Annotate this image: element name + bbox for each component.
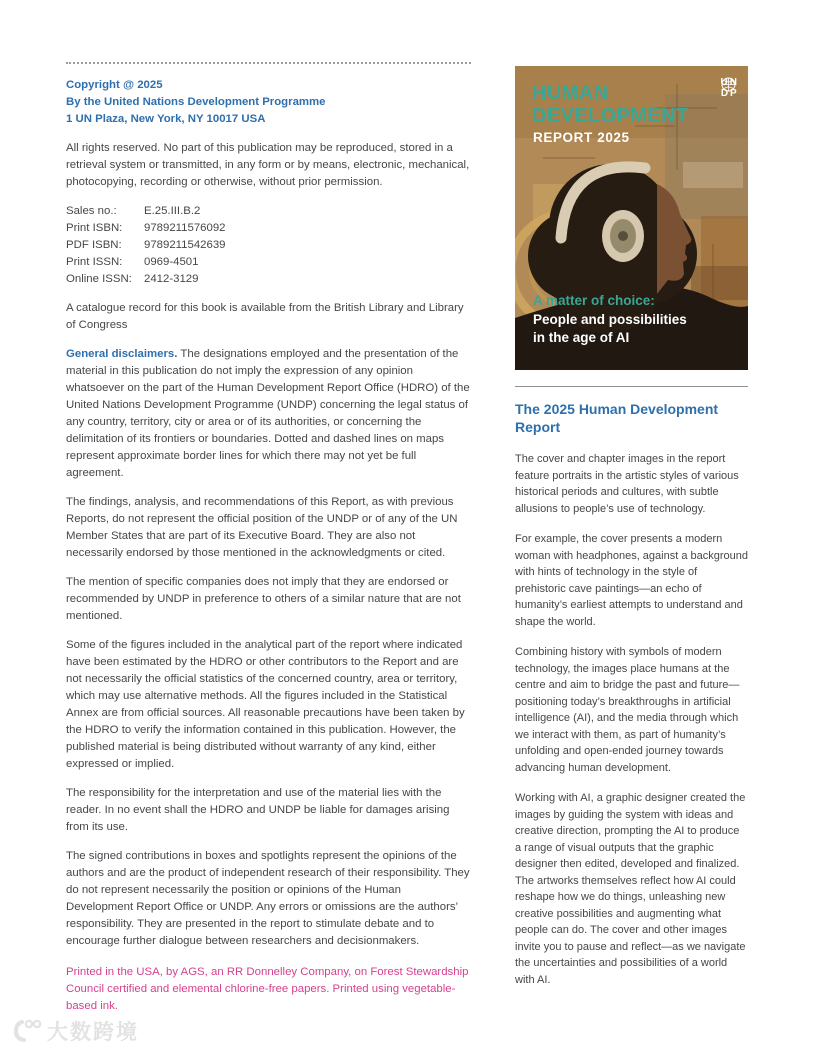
identifier-value: E.25.III.B.2	[144, 205, 201, 217]
printing-note: Printed in the USA, by AGS, an RR Donnelley Company, on Forest Stewardship Council certified and elemental chlorine-free papers. Printed using vegetable-based ink.	[66, 966, 469, 1012]
tagline-line2: People and possibilities	[533, 311, 687, 327]
copyright-line: Copyright @ 2025	[66, 79, 163, 91]
table-row	[66, 220, 471, 237]
figures-paragraph: Some of the figures included in the analytical part of the report where indicated have been estimated by the HDRO or other contributors to the Report and are not necessarily the official statistics of the concerned country, area or territory, which may use alternative methods. All the figures included in the Statistical Annex are from official sources. All reasonable precautions have been taken by the HDRO to verify the information contained in this publication. However, the published material is being distributed without warranty of any kind, either expressed or implied.	[66, 639, 465, 770]
identifier-value: 2412-3129	[144, 273, 199, 285]
table-row	[66, 203, 471, 220]
findings-paragraph: The findings, analysis, and recommendations of this Report, as with previous Reports, do not represent the official position of the UNDP or of any of the UN Member States that are part of its Executive Board. They are also not necessarily endorsed by those mentioned in the acknowledgments or cited.	[66, 496, 458, 559]
table-row	[66, 271, 471, 288]
general-disclaimers-paragraph	[66, 346, 471, 482]
section-heading: The 2025 Human Development Report	[515, 401, 719, 435]
identifier-table	[66, 203, 471, 288]
cover-subtitle: REPORT 2025	[533, 130, 630, 145]
general-disclaimers-body: The designations employed and the presentation of the material in this publication do not imply the expression of any opinion whatsoever on the part of the Human Development Report Office (HDRO) of the United Nations Development Programme (UNDP) concerning the legal status of any country, territory, city or area or of its authorities, or concerning the delimitation of its frontiers or boundaries. Dotted and dashed lines on maps represent approximate border lines for which there may not yet be full agreement.	[66, 348, 470, 479]
right-column	[515, 66, 748, 1002]
cover-description-paragraph: Working with AI, a graphic designer created the images by guiding the system with ideas and creative direction, prompting the AI to produce a range of visual outputs that the graphic designer then edited, developed and finalized. The artworks themselves reflect how AI could reshape how we do things, unleashing new creative possibilities and augmenting what people can do. The cover and other images invite you to pause and reflect—as we navigate the uncertainties and possibilities of a world with AI.	[515, 792, 746, 986]
address-line: 1 UN Plaza, New York, NY 10017 USA	[66, 113, 266, 125]
identifier-value: 9789211542639	[144, 239, 226, 251]
general-disclaimers-lead: General disclaimers.	[66, 348, 178, 360]
cover-title	[532, 82, 689, 128]
undp-logo-letters-top: UN	[720, 77, 739, 88]
watermark-logo-icon	[12, 1016, 42, 1046]
tagline-line3: in the age of AI	[533, 330, 630, 345]
cover-description-paragraph: The cover and chapter images in the report feature portraits in the artistic styles of various historical periods and cultures, with subtle allusions to people’s use of technology.	[515, 453, 739, 515]
cover-description-paragraph: For example, the cover presents a modern woman with headphones, against a background with hints of technology in the style of prehistoric cave paintings—an echo of humanity’s earliest attempts to understand and shape the world.	[515, 533, 748, 628]
tagline-accent-line: A matter of choice:	[533, 293, 655, 308]
section-divider	[515, 386, 748, 387]
cover-description-paragraph: Combining history with symbols of modern technology, the images place humans at the centre and aim to bridge the past and future—positioning today’s breakthroughs in artificial intelligence (AI), and the media through which we interact with them, as part of humanity’s unfolding and open-ended journey towards advancing human development.	[515, 646, 740, 774]
cover-tagline	[533, 292, 687, 348]
signed-contributions-paragraph: The signed contributions in boxes and spotlights represent the opinions of the authors and are the product of independent research of their responsibility. They do not represent necessarily the position or opinions of the Human Development Report Office or UNDP. Any errors or omissions are the authors’ responsibility. They are presented in the report to stimulate debate and to encourage further dialogue between researchers and decisionmakers.	[66, 850, 470, 947]
identifier-label: PDF ISBN:	[66, 239, 122, 251]
table-row	[66, 237, 471, 254]
identifier-label: Sales no.:	[66, 205, 117, 217]
mention-paragraph: The mention of specific companies does not imply that they are endorsed or recommended by UNDP in preference to others of a similar nature that are not mentioned.	[66, 576, 461, 622]
undp-logo-letters-bottom: DP	[720, 88, 739, 99]
catalogue-note: A catalogue record for this book is available from the British Library and Library of Congress	[66, 302, 464, 331]
responsibility-paragraph: The responsibility for the interpretation and use of the material lies with the reader. In no event shall the HDRO and UNDP be liable for damages arising from its use.	[66, 787, 450, 833]
rights-paragraph: All rights reserved. No part of this publication may be reproduced, stored in a retrieval system or transmitted, in any form or by means, electronic, mechanical, photocopying, recording or otherwise, without prior permission.	[66, 142, 470, 188]
report-cover	[515, 66, 748, 370]
copyright-page-left-column	[66, 62, 471, 1027]
copyright-block	[66, 77, 471, 128]
publisher-line: By the United Nations Development Programme	[66, 96, 326, 108]
cover-title-line2: DEVELOPMENT	[532, 105, 689, 127]
identifier-value: 0969-4501	[144, 256, 199, 268]
undp-logo	[721, 77, 739, 99]
identifier-label: Print ISSN:	[66, 256, 123, 268]
identifier-label: Print ISBN:	[66, 222, 123, 234]
watermark-text: 大数跨境	[47, 1021, 139, 1044]
undp-globe-icon	[721, 77, 736, 92]
identifier-value: 9789211576092	[144, 222, 226, 234]
identifier-label: Online ISSN:	[66, 273, 132, 285]
table-row	[66, 254, 471, 271]
cover-title-line1: HUMAN	[532, 82, 609, 104]
watermark	[12, 1016, 139, 1046]
